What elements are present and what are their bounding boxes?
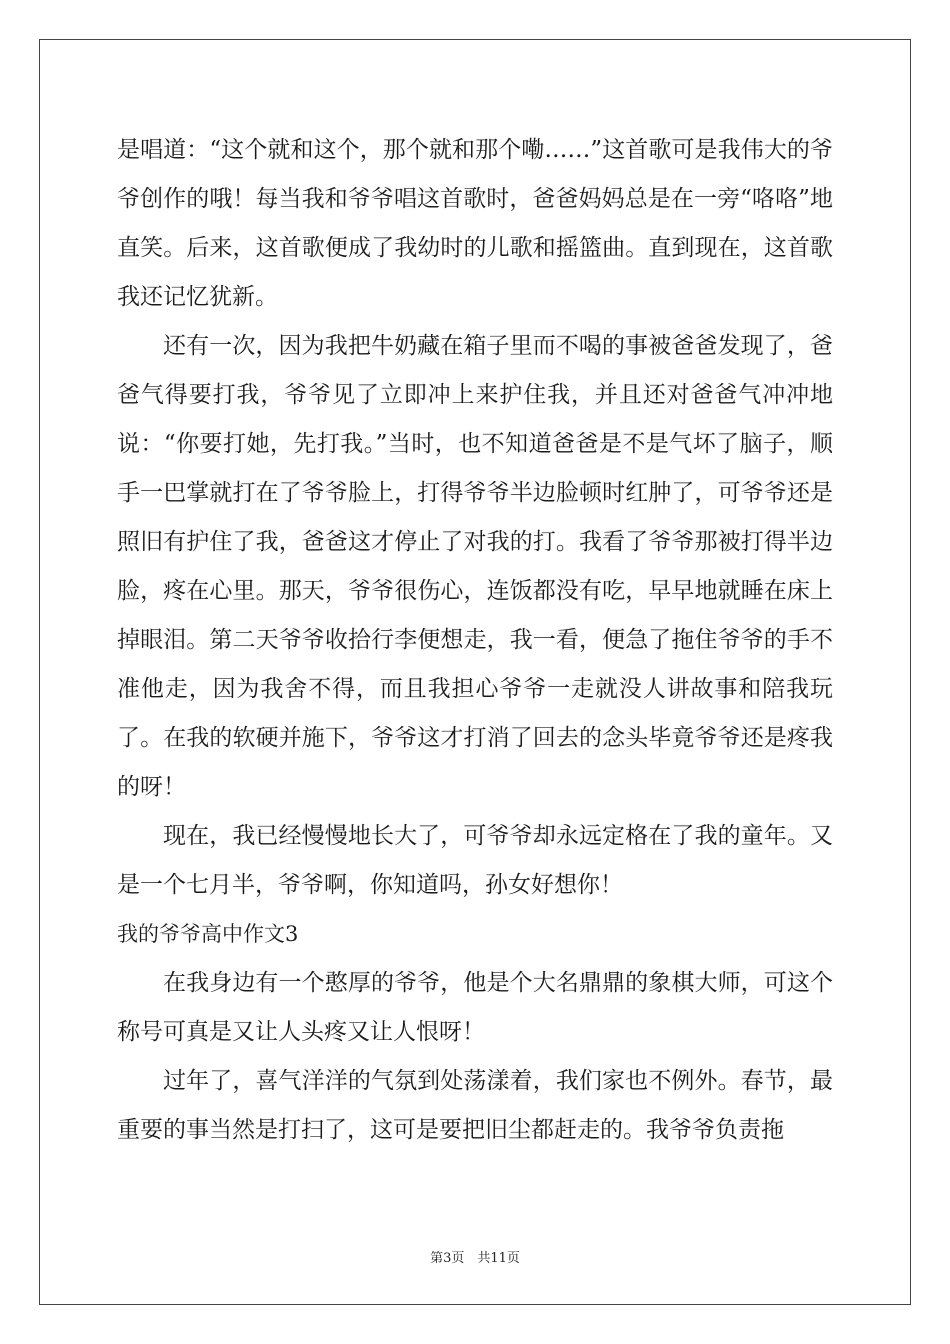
page-footer: [0, 1247, 950, 1266]
paragraph: 是唱道：“这个就和这个，那个就和那个嘞……”这首歌可是我伟大的爷爷创作的哦！每当我和爷爷唱这首歌时，爸爸妈妈总是在一旁“咯咯”地直笑。后来，这首歌便成了我幼时的儿歌和摇篮曲。直到现在，这首歌我还记忆犹新。: [117, 137, 833, 310]
paragraph: 过年了，喜气洋洋的气氛到处荡漾着，我们家也不例外。春节，最重要的事当然是打扫了，这可是要把旧尘都赶走的。我爷爷负责拖: [117, 1068, 833, 1143]
paragraph: 现在，我已经慢慢地长大了，可爷爷却永远定格在了我的童年。又是一个七月半，爷爷啊，你知道吗，孙女好想你！: [117, 823, 833, 898]
section-heading: 我的爷爷高中作文3: [117, 922, 299, 946]
document-body: [117, 126, 833, 1155]
page-number-label: 第3页 共11页: [430, 1251, 520, 1266]
paragraph: 还有一次，因为我把牛奶藏在箱子里而不喝的事被爸爸发现了，爸爸气得要打我，爷爷见了立即冲上来护住我，并且还对爸爸气冲冲地说：“你要打她，先打我。”当时，也不知道爸爸是不是气坏了脑子，顺手一巴掌就打在了爷爷脸上，打得爷爷半边脸顿时红肿了，可爷爷还是照旧有护住了我，爸爸这才停止了对我的打。我看了爷爷那被打得半边脸，疼在心里。那天，爷爷很伤心，连饭都没有吃，早早地就睡在床上掉眼泪。第二天爷爷收拾行李便想走，我一看，便急了拖住爷爷的手不准他走，因为我舍不得，而且我担心爷爷一走就没人讲故事和陪我玩了。在我的软硬并施下，爷爷这才打消了回去的念头毕竟爷爷还是疼我的呀！: [117, 333, 833, 800]
paragraph: 在我身边有一个憨厚的爷爷，他是个大名鼎鼎的象棋大师，可这个称号可真是又让人头疼又让人恨呀！: [117, 970, 833, 1045]
